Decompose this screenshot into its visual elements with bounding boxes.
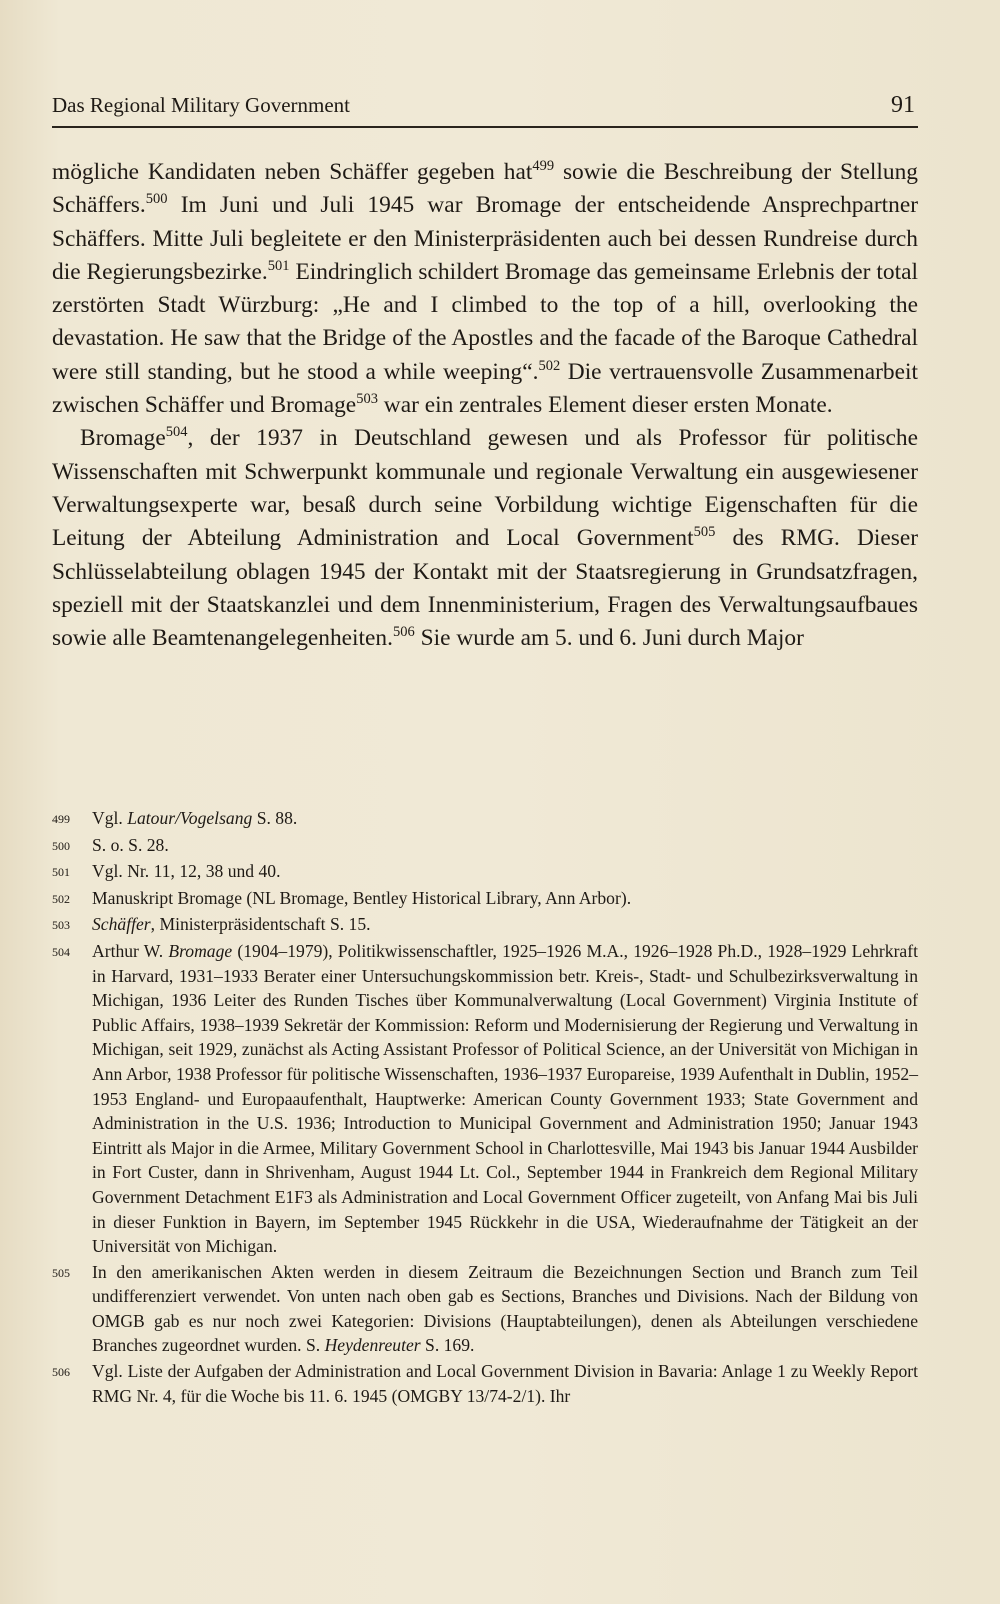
- footnote-text: In den amerikanischen Akten werden in diesem Zeitraum die Bezeichnungen Section und Branch zum Teil undifferenziert verwendet. Von unten nach oben gab es Sections, Branches und Divisions. Nach der Bildung von OMGB gab es nur noch zwei Kategorien: Divisions (Hauptabteilungen), denen als Abteilungen verschiedene Branches zugeordnet wurden. S. Heydenreuter S. 169.: [92, 1261, 918, 1356]
- footnote: [52, 939, 918, 1259]
- footnote-ref: 506: [392, 624, 415, 641]
- footnotes: [52, 806, 918, 1408]
- paragraph: Bromage$^{504}$, der 1937 in Deutschland gewesen und als Professor für politische Wissenschaften mit Schwerpunkt kommunale und regionale Verwaltung ein ausgewiesener Verwaltungsexperte war, besaß durch seine Vorbildung wichtige Eigenschaften für die Leitung der Abteilung Administration and Local Government$^{505}$ des RMG. Dieser Schlüsselabteilung oblagen 1945 der Kontakt mit der Staatsregierung in Grundsatzfragen, speziell mit der Staatskanzlei und dem Innenministerium, Fragen des Verwaltungsaufbaues sowie alle Beamtenangelegenheiten.$^{506}$ Sie wurde am 5. und 6. Juni durch Major: [52, 424, 918, 652]
- page-number: 91: [891, 92, 915, 118]
- main-text: [52, 156, 918, 655]
- footnote-number: 503: [52, 918, 70, 933]
- header-rule: [52, 126, 918, 128]
- footnote: [52, 886, 918, 912]
- footnote-ref: 501: [267, 257, 290, 274]
- footnote: [52, 859, 918, 885]
- footnote-number: 502: [52, 891, 70, 906]
- footnote-ref: 499: [532, 158, 555, 175]
- footnote-ref: 505: [693, 524, 716, 541]
- footnote-number: 500: [52, 838, 70, 853]
- footnote-text: S. o. S. 28.: [92, 834, 169, 855]
- footnote-number: 504: [52, 944, 70, 959]
- footnote-ref: 502: [538, 357, 561, 374]
- footnote-ref: 504: [165, 424, 188, 441]
- footnote-text: Arthur W. Bromage (1904–1979), Politikwissenschaftler, 1925–1926 M.A., 1926–1928 Ph.D., 1928–1929 Lehrkraft in Harvard, 1931–1933 Berater einer Untersuchungskommission betr. Kreis-, Stadt- und Schulbezirksverwaltung in Michigan, 1936 Leiter des Runden Tisches über Kommunalverwaltung (Local Government) Virginia Institute of Public Affairs, 1938–1939 Sekretär der Kommission: Reform und Modernisierung der Regierung und Verwaltung in Michigan, seit 1929, zunächst als Acting Assistant Professor of Political Science, an der Universität von Michigan in Ann Arbor, 1938 Professor für politische Wissenschaften, 1936–1937 Europareise, 1939 Aufenthalt in Dublin, 1952–1953 England- und Europaaufenthalt, Hauptwerke: American County Government 1933; State Government and Administration in the U.S. 1936; Introduction to Municipal Government and Administration 1950; Januar 1943 Eintritt als Major in die Armee, Military Government School in Charlottesville, Mai 1943 bis Januar 1944 Ausbilder in Fort Custer, dann in Shrivenham, August 1944 Lt. Col., September 1944 in Frankreich dem Regional Military Government Detachment E1F3 als Administration and Local Government Officer zugeteilt, von Anfang Mai bis Juli in dieser Funktion in Bayern, im September 1945 Rückkehr in die USA, Wiederaufnahme der Tätigkeit an der Universität von Michigan.: [92, 940, 918, 1257]
- footnote-text: Manuskript Bromage (NL Bromage, Bentley Historical Library, Ann Arbor).: [92, 887, 632, 908]
- footnote: [52, 1260, 918, 1358]
- footnote: [52, 1359, 918, 1408]
- footnote-ref: 503: [356, 391, 378, 408]
- footnote-text: Schäffer, Ministerpräsidentschaft S. 15.: [92, 914, 371, 935]
- footnote-text: Vgl. Nr. 11, 12, 38 und 40.: [92, 861, 281, 882]
- running-title: Das Regional Military Government: [52, 93, 351, 117]
- footnote-number: 501: [52, 865, 70, 880]
- footnote-text: Vgl. Liste der Aufgaben der Administration and Local Government Division in Bavaria: Anlage 1 zu Weekly Report RMG Nr. 4, für die Woche bis 11. 6. 1945 (OMGBY 13/74-2/1). Ihr: [92, 1361, 918, 1406]
- running-header: [52, 92, 915, 119]
- footnote-number: 506: [52, 1365, 70, 1380]
- footnote-number: 505: [52, 1265, 70, 1280]
- footnote: [52, 912, 918, 938]
- footnote: [52, 833, 918, 859]
- footnote-text: Vgl. Latour/Vogelsang S. 88.: [92, 808, 298, 828]
- footnote-number: 499: [52, 812, 70, 826]
- paragraph: mögliche Kandidaten neben Schäffer gegeben hat$^{499}$ sowie die Beschreibung der Stellung Schäffers.$^{500}$ Im Juni und Juli 1945 war Bromage der entscheidende Ansprechpartner Schäffers. Mitte Juli begleitete er den Ministerpräsidenten auch bei dessen Rundreise durch die Regierungsbezirke.$^{501}$ Eindringlich schildert Bromage das gemeinsame Erlebnis der total zerstörten Stadt Würzburg: „He and I climbed to the top of a hill, overlooking the devastation. He saw that the Bridge of the Apostles and the facade of the Baroque Cathedral were still standing, but he stood a while weeping“.$^{502}$ Die vertrauensvolle Zusammenarbeit zwischen Schäffer und Bromage$^{503}$ war ein zentrales Element dieser ersten Monate.: [52, 158, 918, 419]
- footnote: [52, 806, 918, 832]
- footnote-ref: 500: [145, 191, 168, 208]
